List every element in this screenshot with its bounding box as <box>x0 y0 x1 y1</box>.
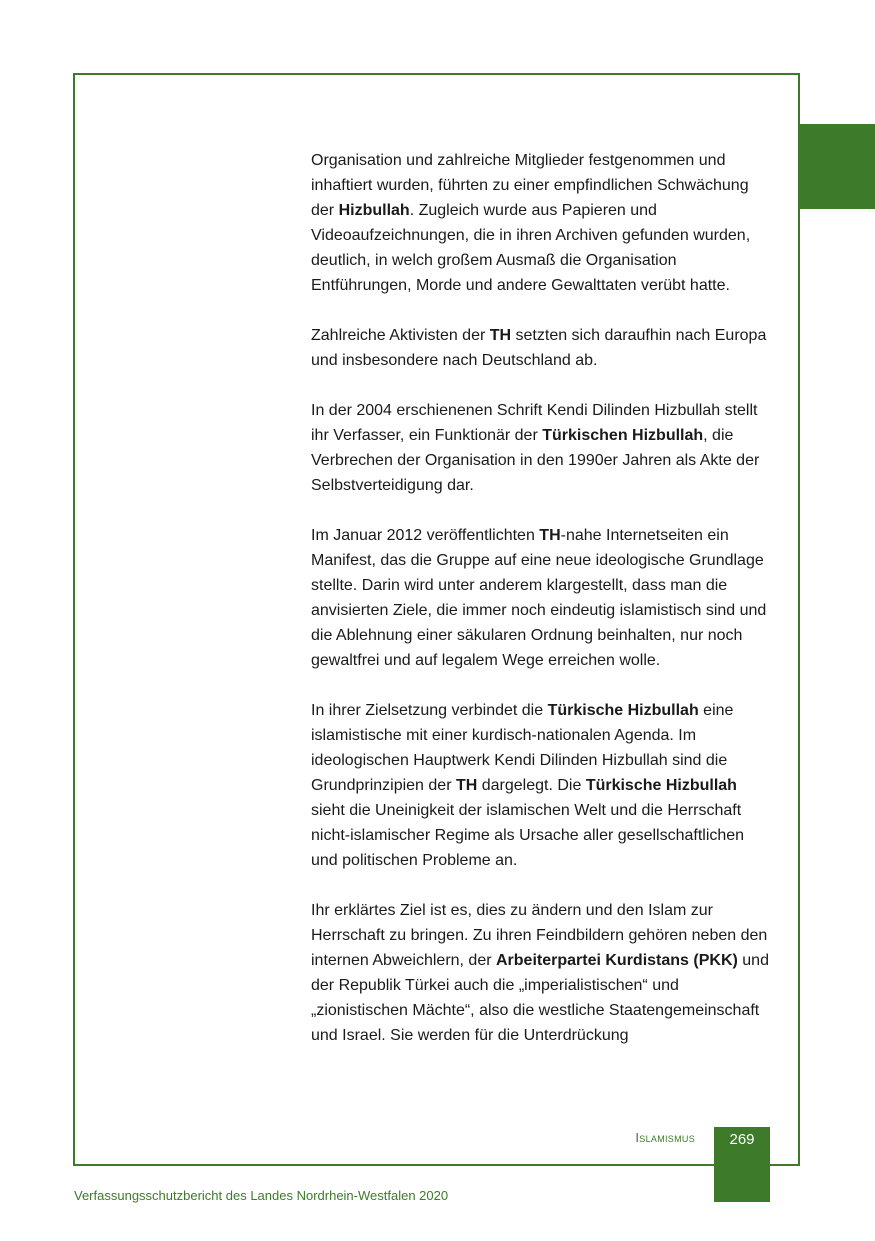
text-run: Zahlreiche Aktivisten der <box>311 327 490 344</box>
paragraph-3 <box>311 398 771 498</box>
paragraph-2 <box>311 323 771 373</box>
text-run: . Zugleich wurde aus Papieren und Videoaufzeichnungen, die in ihren Archiven gefunden wurden, deutlich, in welch großem Ausmaß die Organisation Entführungen, Morde und andere Gewalttaten verübt hatte. <box>311 202 751 294</box>
bold-term: Türkische Hizbullah <box>547 702 699 719</box>
paragraph-4 <box>311 523 771 673</box>
bold-term: Türkische Hizbullah <box>585 777 737 794</box>
text-run: In ihrer Zielsetzung verbindet die <box>311 702 548 719</box>
text-run: setzten sich daraufhin nach Europa und insbesondere nach Deutschland ab. <box>311 327 767 369</box>
bold-term: TH <box>489 327 512 344</box>
chapter-tab-marker <box>799 124 875 209</box>
bold-term: Türkischen Hizbullah <box>542 427 704 444</box>
section-label: Islamismus <box>635 1130 695 1145</box>
bold-term: TH <box>539 527 561 544</box>
text-run: Im Januar 2012 veröffentlichten <box>311 527 540 544</box>
bold-term: Hizbullah <box>338 202 410 219</box>
bold-term: Arbeiterpartei Kurdistans (PKK) <box>496 952 738 969</box>
text-run: dargelegt. Die <box>477 777 586 794</box>
text-run: sieht die Uneinigkeit der islamischen Welt und die Herrschaft nicht-islamischer Regime als Ursache aller gesellschaftlichen und politischen Probleme an. <box>311 802 745 869</box>
text-run: Organisation und zahlreiche Mitglieder festgenommen und inhaftiert wurden, führten zu einer empfindlichen Schwächung der <box>311 152 749 219</box>
text-run: -nahe Internetseiten ein Manifest, das die Gruppe auf eine neue ideologische Grundlage stellte. Darin wird unter anderem klargestellt, dass man die anvisierten Ziele, die immer noch eindeutig islamistisch sind und die Ablehnung einer säkularen Ordnung beinhalten, nur noch gewaltfrei und auf legalem Wege erreichen wolle. <box>311 527 767 669</box>
footer-text: Verfassungsschutzbericht des Landes Nordrhein-Westfalen 2020 <box>74 1188 449 1203</box>
page-number: 269 <box>729 1131 755 1148</box>
text-run: eine islamistische mit einer kurdisch-nationalen Agenda. Im ideologischen Hauptwerk Kendi Dilinden Hizbullah sind die Grundprinzipien der <box>311 702 734 794</box>
paragraph-5 <box>311 698 771 873</box>
text-run: und der Republik Türkei auch die „imperialistischen“ und „zionistischen Mächte“, also die westliche Staatengemeinschaft und Israel. Sie werden für die Unterdrückung <box>311 952 769 1044</box>
bold-term: TH <box>455 777 478 794</box>
text-run: In der 2004 erschienenen Schrift Kendi Dilinden Hizbullah stellt ihr Verfasser, ein Funktionär der <box>311 402 758 444</box>
text-run: , die Verbrechen der Organisation in den 1990er Jahren als Akte der Selbstverteidigung dar. <box>311 427 760 494</box>
paragraph-6 <box>311 898 771 1048</box>
body-text <box>311 148 771 1073</box>
text-run: Ihr erklärtes Ziel ist es, dies zu ändern und den Islam zur Herrschaft zu bringen. Zu ihren Feindbildern gehören neben den internen Abweichlern, der <box>311 902 768 969</box>
paragraph-1 <box>311 148 771 298</box>
